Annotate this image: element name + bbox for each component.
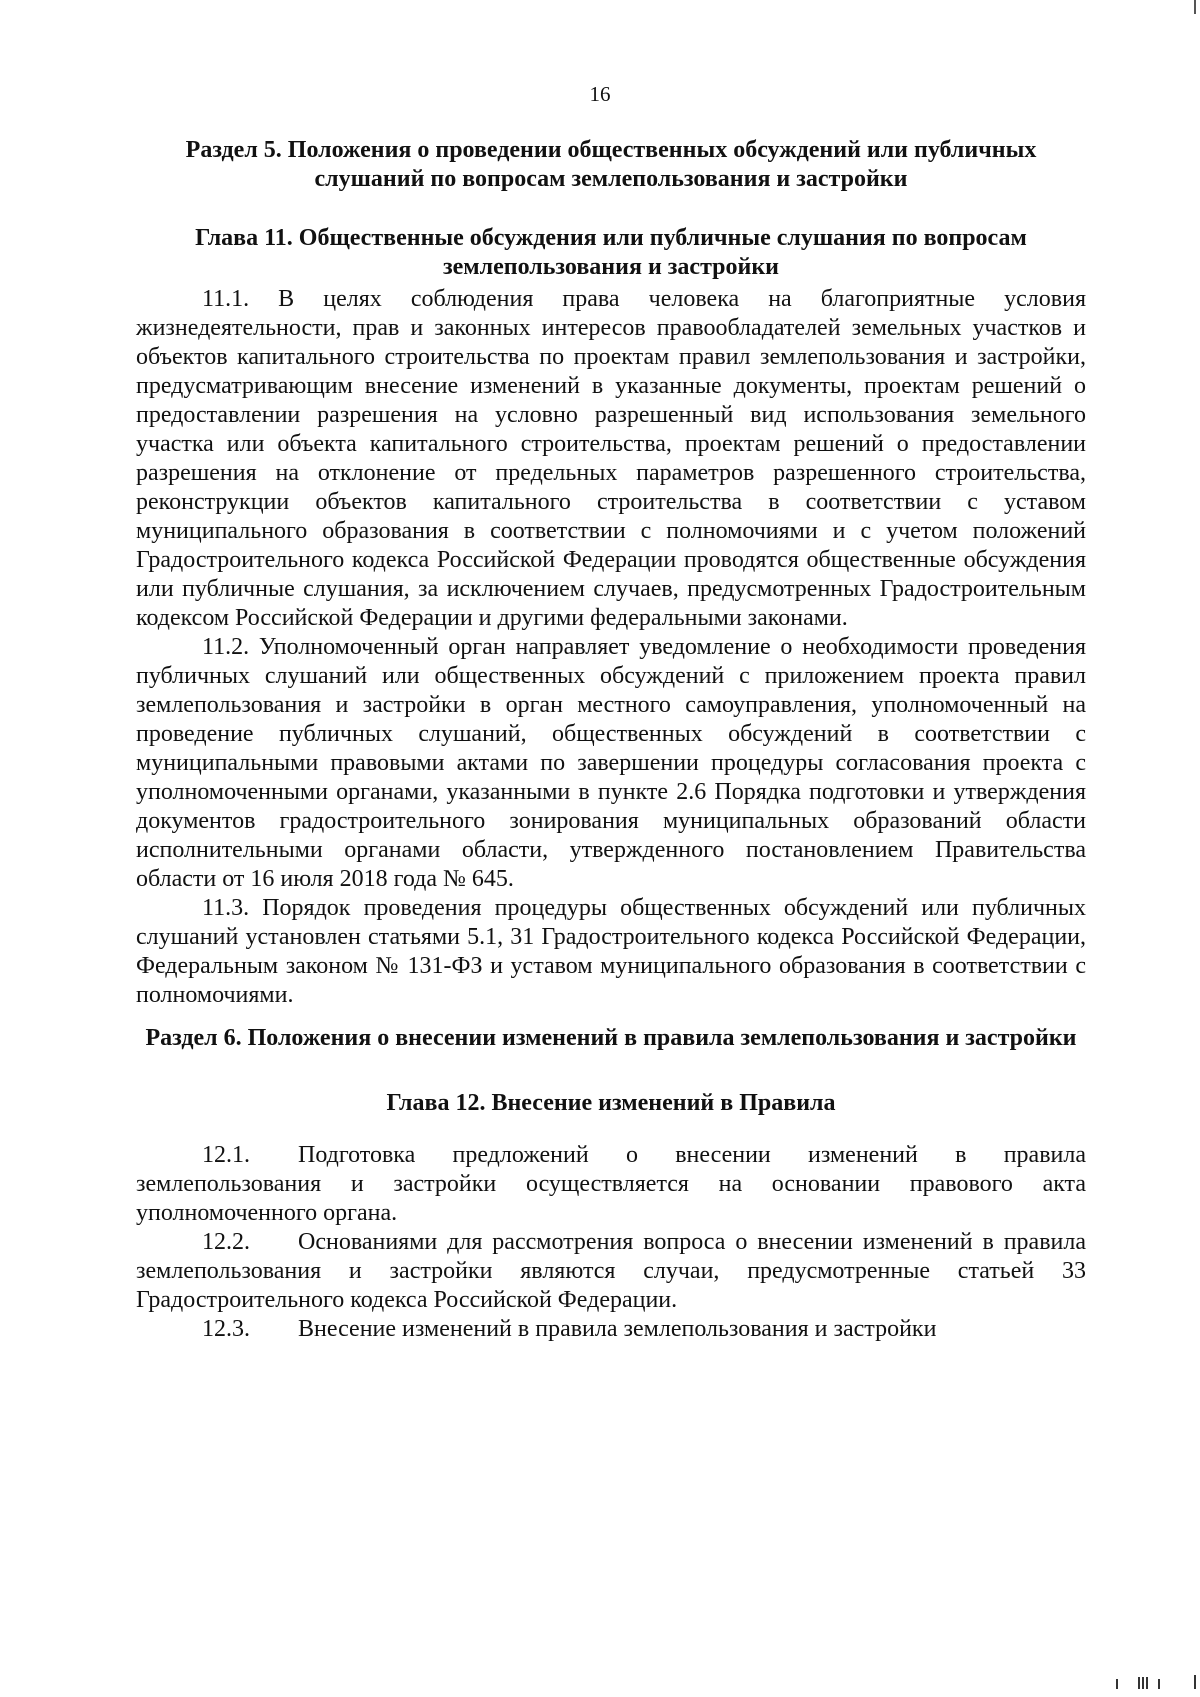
page-number: 16 (589, 82, 611, 106)
paragraph-number: 11.1. (202, 286, 250, 312)
paragraph-text: В целях соблюдения права человека на благоприятные условия жизнедеятельности, прав и законных интересов правообладателей земельных участков и объектов капитального строительства по проектам правил землепользования и застройки, предусматривающим внесение изменений в указанные документы, проектам решений о предоставлении разрешения на условно разрешенный вид использования земельного участка или объекта капитального строительства, проектам решений о предоставлении разрешения на отклонение от предельных параметров разрешенного строительства, реконструкции объектов капитального строительства в соответствии с уставом муниципального образования в соответствии с полномочиями и с учетом положений Градостроительного кодекса Российской Федерации проводятся общественные обсуждения или публичные слушания, за исключением случаев, предусмотренных Градостроительным кодексом Российской Федерации и другими федеральными законами. (136, 286, 1086, 631)
paragraph-text: Уполномоченный орган направляет уведомление о необходимости проведения публичных слушаний или общественных обсуждений с приложением проекта правил землепользования и застройки в орган местного самоуправления, уполномоченный на проведение публичных слушаний, общественных обсуждений в соответствии с муниципальными правовыми актами по завершении процедуры согласования проекта с уполномоченными органами, указанными в пункте 2.6 Порядка подготовки и утверждения документов градостроительного зонирования муниципальных образований области исполнительными органами области, утвержденного постановлением Правительства области от 16 июля 2018 года № 645. (136, 634, 1086, 892)
paragraph-11-1 (136, 285, 1086, 633)
paragraph-text: Порядок проведения процедуры общественных обсуждений или публичных слушаний установлен статьями 5.1, 31 Градостроительного кодекса Российской Федерации, Федеральным законом № 131-ФЗ и уставом муниципального образования в соответствии с полномочиями. (136, 895, 1087, 1008)
paragraph-11-2 (136, 633, 1086, 894)
document-body (136, 136, 1086, 1344)
paragraph-11-3 (136, 894, 1086, 1010)
paragraph-12-1 (136, 1141, 1086, 1228)
paragraph-number: 12.1. (202, 1142, 250, 1168)
paragraph-text: Подготовка предложений о внесении изменений в правила землепользования и застройки осуществляется на основании правового акта уполномоченного органа. (136, 1142, 1086, 1226)
paragraph-12-3 (136, 1315, 1086, 1344)
paragraph-number: 11.3. (202, 895, 250, 921)
chapter-11-title: Глава 11. Общественные обсуждения или публичные слушания по вопросам землепользования и застройки (195, 225, 1027, 280)
paragraph-number: 12.2. (202, 1229, 250, 1255)
scan-artifact-marks (1116, 1675, 1200, 1689)
chapter-12-title: Глава 12. Внесение изменений в Правила (386, 1090, 836, 1116)
scan-edge-mark (1194, 0, 1196, 14)
paragraph-number: 11.2. (202, 634, 250, 660)
section-5-title: Раздел 5. Положения о проведении общественных обсуждений или публичных слушаний по вопросам землепользования и застройки (185, 137, 1037, 192)
paragraph-text: Основаниями для рассмотрения вопроса о внесении изменений в правила землепользования и застройки являются случаи, предусмотренные статьей 33 Градостроительного кодекса Российской Федерации. (136, 1229, 1086, 1313)
paragraph-12-2 (136, 1228, 1086, 1315)
paragraph-text: Внесение изменений в правила землепользования и застройки (298, 1316, 937, 1342)
section-6-title: Раздел 6. Положения о внесении изменений в правила землепользования и застройки (145, 1025, 1077, 1051)
paragraph-number: 12.3. (202, 1316, 250, 1342)
